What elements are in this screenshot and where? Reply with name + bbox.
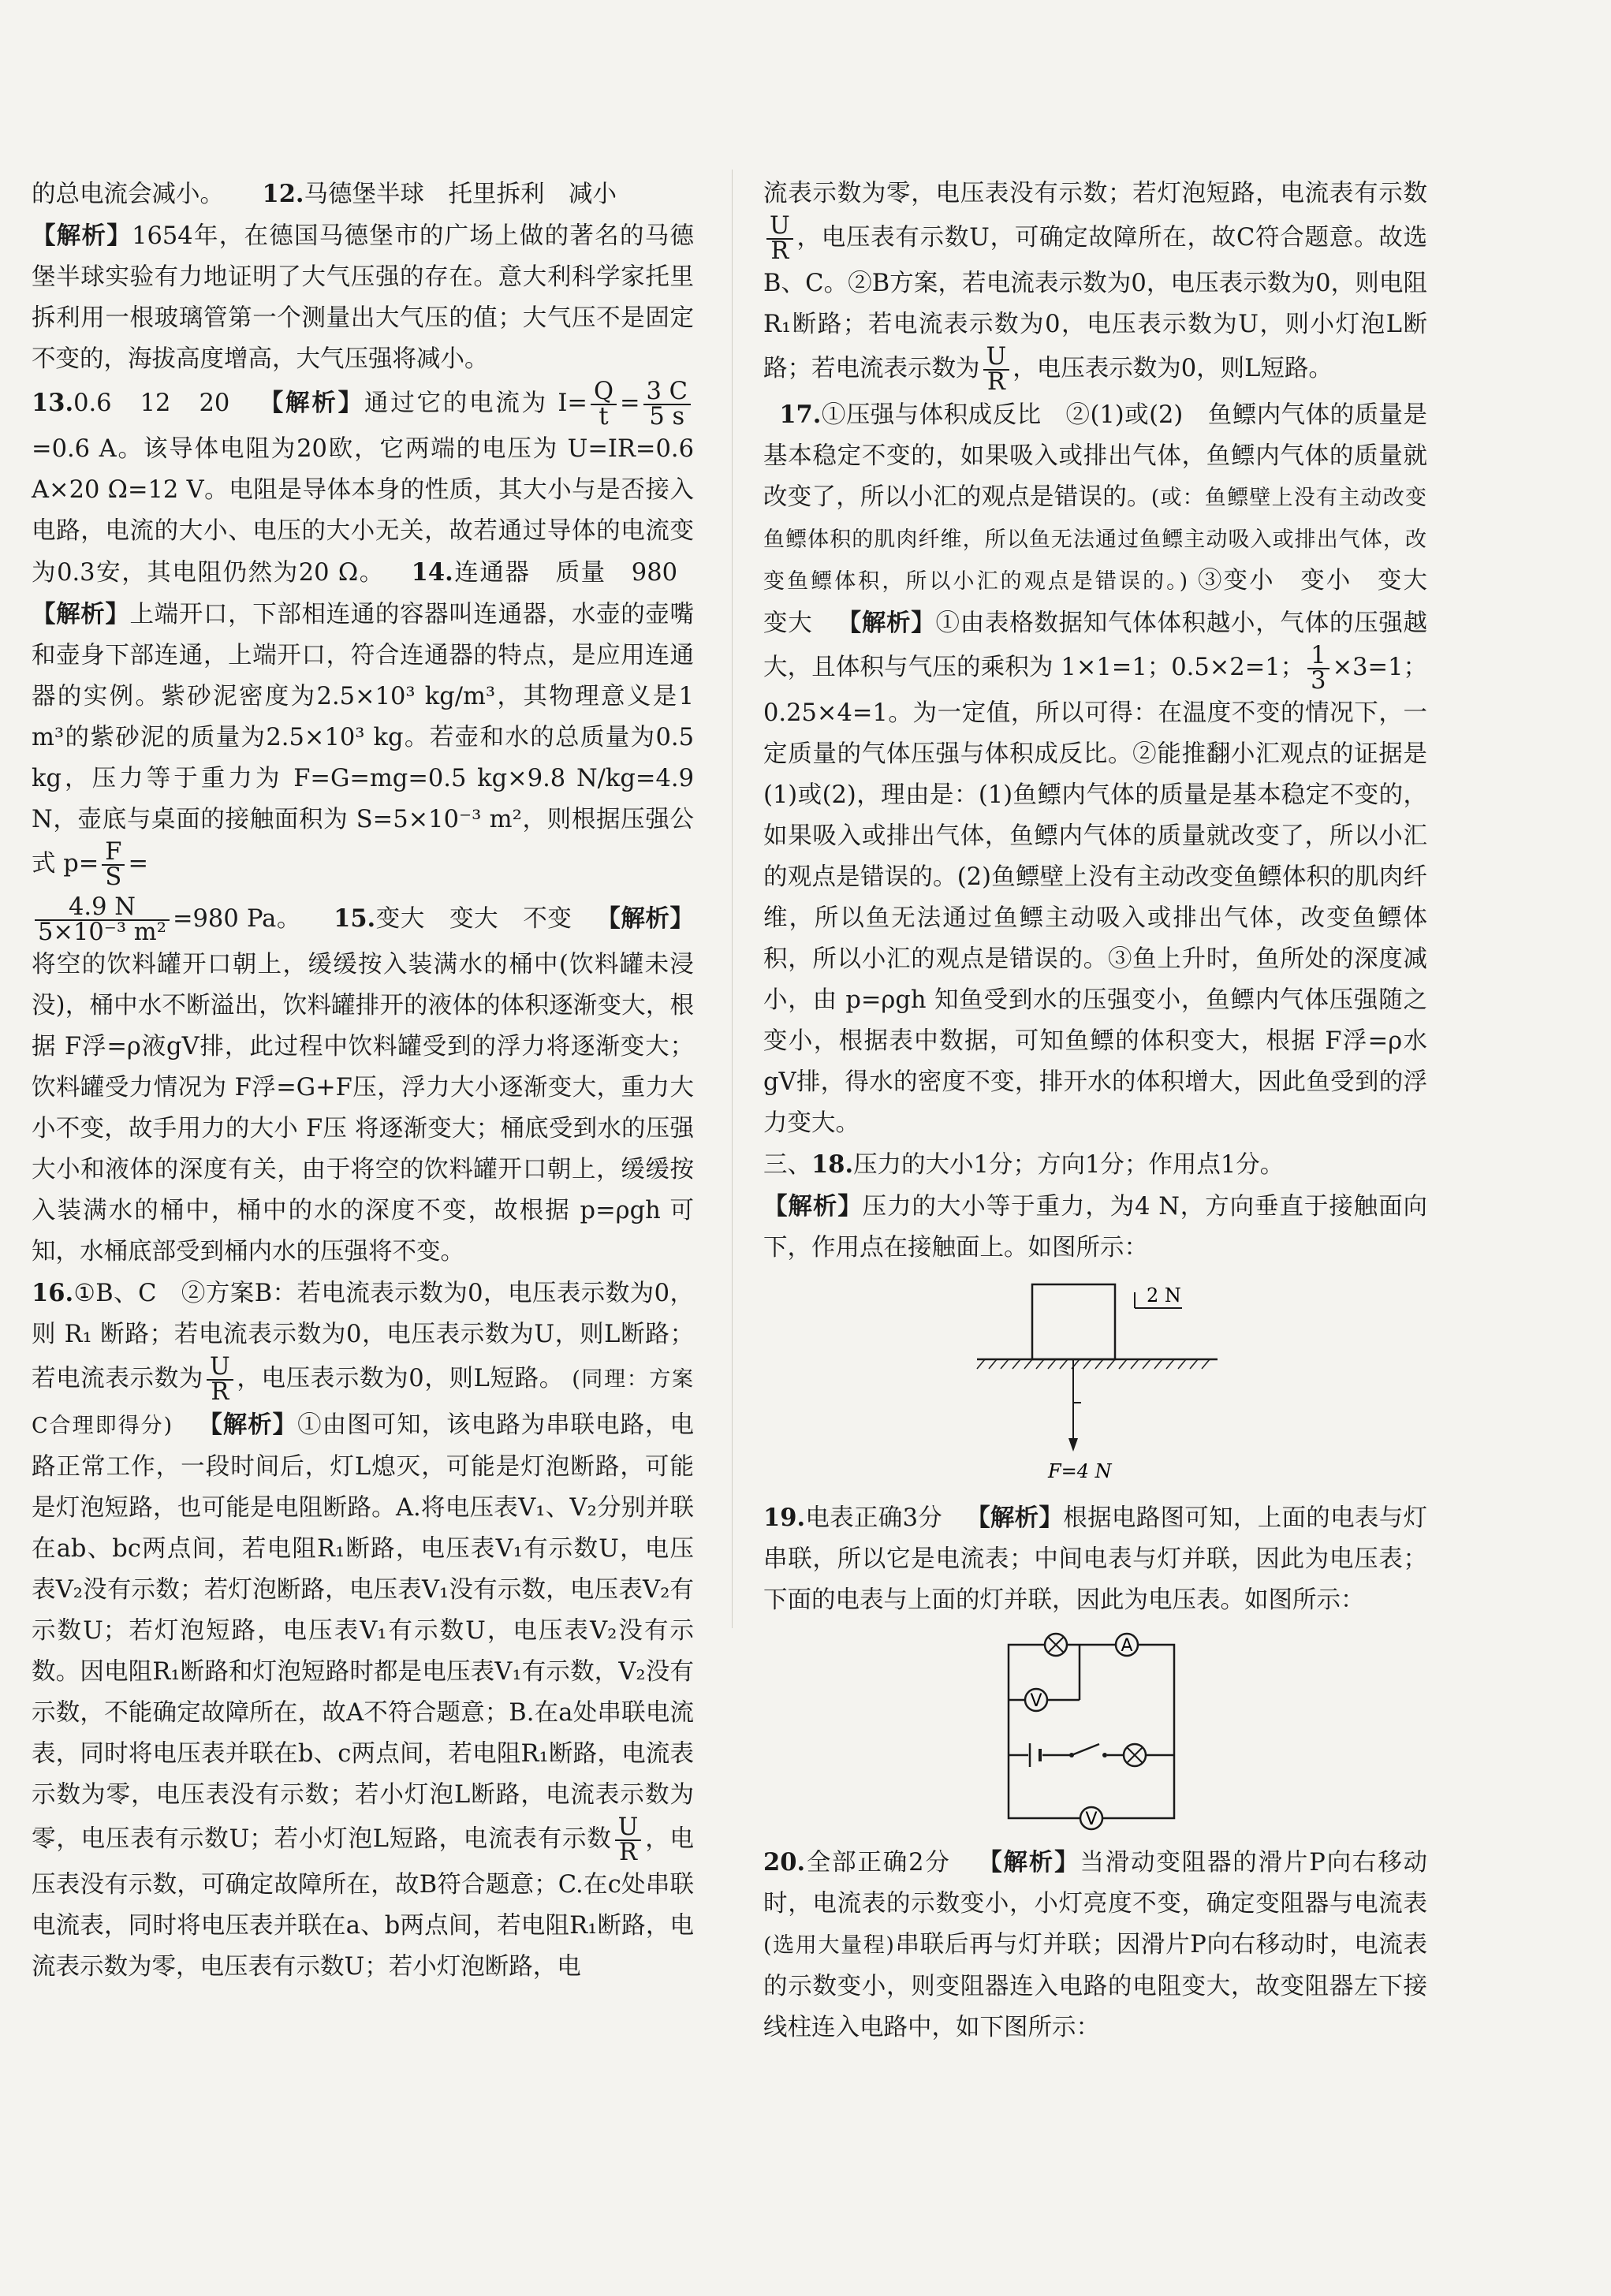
q16-note: (同理：方案C合理即得分) [32,1367,694,1438]
q17-answer: ①压强与体积成反比 ②(1)或(2) 鱼鳔内气体的质量是基本稳定不变的，如果吸入或排出气体，鱼鳔内气体的质量就改变了，所以小汇的观点是错误的。 [763,401,1428,511]
voltmeter-middle-label: V [1030,1691,1042,1711]
equals: = [619,390,640,417]
q16-cont-c: ，电压表示数为0，则L短路。 [1012,355,1333,382]
fraction-1-3 [1307,644,1329,693]
frac-num: U [615,1816,642,1841]
fraction-f-s [102,840,125,889]
frac-den: R [619,1839,637,1866]
q16-continued [763,173,1427,394]
q13-number: 13. [32,389,74,417]
figure-19-circuit [993,1629,1198,1834]
fraction-3c-5s [643,380,691,429]
jiexi-label: 【解析】 [596,904,695,933]
frac-den: 3 [1311,667,1326,695]
frac-num: U [207,1355,233,1381]
q20-note: (选用大量程) [763,1933,895,1958]
q20-number: 20. [763,1848,806,1877]
voltmeter-bottom-label: V [1085,1810,1098,1829]
q19-number: 19. [763,1504,806,1532]
q13-expl-a: 通过它的电流为 I= [364,390,587,417]
q20-expl-a: 当滑动变阻器的滑片P向右移动时，电流表的示数变小，小灯亮度不变，确定变阻器与电流表 [763,1849,1428,1918]
frac-num: F [102,840,125,866]
frac-den: 5 s [649,403,685,430]
q16-cont-a: 流表示数为零，电压表没有示数；若灯泡短路，电流表有示数 [763,180,1427,207]
frac-num: 4.9 N [35,896,170,921]
q14-tail [32,893,695,1273]
q15-expl: 将空的饮料罐开口朝上，缓缓按入装满水的桶中(饮料罐未浸没)，桶中水不断溢出，饮料罐排开的液体的体积逐渐变大，根据 F浮=ρ液gV排，此过程中饮料罐受到的浮力将逐渐变大；饮料罐受力情况为 F浮=G+F压，浮力大小逐渐变大，重力大小不变，故手用力的大小 F压 将逐渐变大；桶底受到水的压强大小和液体的深度有关，由于将空的饮料罐开口朝上，缓缓按入装满水的桶中，桶中的水的深度不变，故根据 p=ρgh 可知，水桶底部受到桶内水的压强将不变。 [32,951,694,1265]
q13-expl-b: 0.6 A。该导体电阻为20欧，它两端的电压为 U=IR=0.6 A×20 Ω=12 V。电阻是导体本身的性质，其大小与是否接入电路，电流的大小、电压的大小无关，故若通过导体的电流变为0.3安，其电阻仍然为20 Ω。 [32,435,694,587]
q20-answer: 全部正确2分 [805,1849,951,1877]
q20-block [763,1842,1427,2048]
figure-18-force-diagram [930,1277,1261,1489]
right-column [763,173,1452,2048]
circuit-outline [1009,1645,1174,1818]
q20-expl-b: 串联后再与灯并联；因滑片P向右移动时，电流表的示数变小，则变阻器连入电路的电阻变大，故变阻器左下接线柱连入电路中，如下图所示： [763,1931,1427,2041]
frac-den: R [770,237,789,265]
q16-answer-a: ①B、C ②方案B：若电流表示数为0，电压表示数为0，则 R₁ 断路；若电流表示数为0，电压表示数为U，则L断路；若电流表示数为 [32,1280,694,1392]
scale-label: 2 N [1147,1284,1181,1306]
q18-number: 18. [811,1150,854,1179]
frac-den: S [105,863,122,891]
frac-num: U [983,345,1010,371]
ground-hatch [977,1359,1210,1369]
column-divider [732,170,733,1628]
frac-den: 5×10⁻³ m² [38,919,166,946]
q12-answer: 马德堡半球 托里拆利 减小 [304,181,617,208]
frac-den: R [986,368,1005,396]
jiexi-label: 【解析】 [966,1504,1064,1532]
voltmeter-middle-icon [1025,1689,1047,1711]
jiexi-label: 【解析】 [32,222,132,250]
voltmeter-bottom-icon [1080,1807,1102,1829]
lamp-top-icon [1045,1634,1067,1656]
jiexi-label: 【解析】 [837,609,936,637]
q19-block [763,1497,1427,1621]
left-column [32,173,694,1988]
q15-number: 15. [334,904,376,933]
q14-number: 14. [411,558,453,587]
section-three: 三、 [763,1151,811,1179]
q16-number: 16. [32,1279,74,1307]
frac-num: U [766,214,793,240]
q17-number: 17. [779,401,822,429]
jiexi-label: 【解析】 [763,1192,863,1221]
q17-expl-b: ×3=1；0.25×4=1。为一定值，所以可得：在温度不变的情况下，一定质量的气体压强与体积成反比。②能推翻小汇观点的证据是(1)或(2)，理由是：(1)鱼鳔内气体的质量是基本稳定不变的，如果吸入或排出气体，鱼鳔内气体的质量就改变了，所以小汇的观点是错误的。(2)鱼鳔壁上没有主动改变鱼鳔体积的肌肉纤维，所以鱼无法通过鱼鳔主动吸入或排出气体，改变鱼鳔体积，所以小汇的观点是错误的。③鱼上升时，鱼所处的深度减小，由 p=ρgh 知鱼受到水的压强变小，鱼鳔内气体压强随之变小，根据表中数据，可知鱼鳔的体积变大，根据 F浮=ρ水gV排，得水的密度不变，排开水的体积增大，因此鱼受到的浮力变大。 [763,654,1427,1137]
frac-num: 3 C [643,380,691,405]
q19-answer: 电表正确3分 [805,1504,943,1532]
q15-answer: 变大 变大 不变 [375,905,572,933]
frac-num: 1 [1307,644,1329,669]
jiexi-label: 【解析】 [198,1411,298,1439]
q14-tail-text: =980 Pa。 [172,905,301,933]
q18-explanation [763,1186,1427,1269]
q16-block [32,1273,694,1988]
jiexi-label: 【解析】 [259,389,364,417]
q16-answer-b: ，电压表示数为0，则L短路。 [236,1365,564,1392]
q11-tail-text: 的总电流会减小。 [32,181,224,208]
jiexi-label: 【解析】 [32,600,130,628]
frac-den: R [211,1378,229,1406]
switch-icon [1069,1739,1107,1759]
fraction-q-t [591,380,617,429]
q17-block [763,394,1452,1144]
frac-den: t [599,403,609,430]
lamp-bottom-icon [1124,1744,1146,1766]
q16-expl-a: ①由图可知，该电路为串联电路，电路正常工作，一段时间后，灯L熄灭，可能是灯泡断路，可能是灯泡短路，也可能是电阻断路。A.将电压表V₁、V₂分别并联在ab、bc两点间，若电阻R₁断路，电压表V₁有示数U，电压表V₂没有示数；若灯泡断路，电压表V₁没有示数，电压表V₂有示数U；若灯泡短路，电压表V₁有示数U，电压表V₂没有示数。因电阻R₁断路和灯泡短路时都是电压表V₁有示数，V₂没有示数，不能确定故障所在，故A不符合题意；B.在a处串联电流表，同时将电压表并联在b、c两点间，若电阻R₁断路，电流表示数为零，电压表没有示数；若小灯泡L断路，电流表示数为零，电压表有示数U；若小灯泡L短路，电流表有示数 [32,1411,695,1853]
q17-answer-2: ③变小 变小 变大 变大 [763,567,1452,637]
q12-expl-text: 1654年，在德国马德堡市的广场上做的著名的马德堡半球实验有力地证明了大气压强的存在。意大利科学家托里拆利用一根玻璃管第一个测量出大气压的值；大气压不是固定不变的，海拔高度增高，大气压强将减小。 [32,222,694,373]
ammeter-icon [1116,1634,1138,1656]
q18-block [763,1144,1427,1186]
q14-expl: 上端开口，下部相连通的容器叫连通器，水壶的壶嘴和壶身下部连通，上端开口，符合连通器的特点，是应用连通器的实例。紫砂泥密度为2.5×10³ kg/m³，其物理意义是1 m³的紫砂泥的质量为2.5×10³ kg。若壶和水的总质量为0.5 kg，压力等于重力为 F=G=mg=0.5 kg×9.8 N/kg=4.9 N，壶底与桌面的接触面积为 S=5×10⁻³ m²，则根据压强公式 p= [32,601,695,878]
q13-block: 13.0.6 12 20 【解析】通过它的电流为 I= $\frac{Q}{t}$ = $\frac{3 C}{5 s}$ =0.6 A。该导体电阻为20欧，它两端的电压为 U=IR=0.6 A×20 Ω=12 V。电阻是导体本身的性质，其大小与是否接入电路，电流的大小、电压的大小无关，故若通过导体的电流变为0.3安，其电阻仍然为20 Ω。 14.连通器 质量 980 【解析】上端开口，下部相连通的容器叫连通器，水壶的壶嘴和壶身下部连通，上端开口，符合连通器的特点，是应用连通器的实例。紫砂泥密度为2.5×10³ kg/m³，其物理意义是1 m³的紫砂泥的质量为2.5×10³ kg。若壶和水的总质量为0.5 kg，压力等于重力为 F=G=mg=0.5 kg×9.8 N/kg=4.9 N，壶底与桌面的接触面积为 S=5×10⁻³ m²，则根据压强公式 p= $\frac{F}{S}$ = [32,378,695,891]
ammeter-label: A [1121,1636,1133,1656]
force-arrow-head [1068,1438,1078,1452]
q16-cont-b: ，电压表有示数U，可确定故障所在，故C符合题意。故选B、C。②B方案，若电流表示数为0，电压表示数为0，则电阻R₁断路；若电流表示数为0，电压表示数为U，则小灯泡L断路；若电流表示数为 [763,224,1427,382]
fraction-pressure [35,893,170,946]
q17-expl-a: ①由表格数据知气体体积越小，气体的压强越大，且体积与气压的乘积为 1×1=1；0.5×2=1； [763,609,1427,681]
fraction-u-r-4 [983,345,1010,394]
q16-expl-b: ，电压表没有示数，可确定故障所在，故B符合题意；C.在c处串联电流表，同时将电压表并联在a、b两点间，若电阻R₁断路，电流表示数为零，电压表有示数U；若小灯泡断路，电 [32,1825,694,1981]
battery-icon [1028,1743,1042,1767]
frac-num: Q [591,380,617,405]
q11-tail [32,173,694,215]
q12-explanation [32,215,694,380]
force-label: F=4 N [1048,1460,1112,1482]
q18-expl: 压力的大小等于重力，为4 N，方向垂直于接触面向下，作用点在接触面上。如图所示： [763,1193,1427,1262]
fraction-u-r-3 [766,214,793,263]
fraction-u-r [207,1355,233,1404]
q19-expl: 根据电路图可知，上面的电表与灯串联，所以它是电流表；中间电表与灯并联，因此为电压表；下面的电表与上面的灯并联，因此为电压表。如图所示： [763,1504,1428,1614]
q17-alt: (或：鱼鳔壁上没有主动改变鱼鳔体积的肌肉纤维，所以鱼无法通过鱼鳔主动吸入或排出气体，改变鱼鳔体积，所以小汇的观点是错误的。) [763,486,1427,594]
q13-answer: 0.6 12 20 [73,390,230,417]
q18-answer: 压力的大小1分；方向1分；作用点1分。 [853,1151,1285,1179]
fraction-u-r-2 [615,1813,642,1866]
block-shape [1032,1284,1115,1359]
q14-answer: 连通器 质量 980 [453,559,678,587]
q12-number: 12. [262,180,304,208]
jiexi-label: 【解析】 [978,1848,1080,1877]
